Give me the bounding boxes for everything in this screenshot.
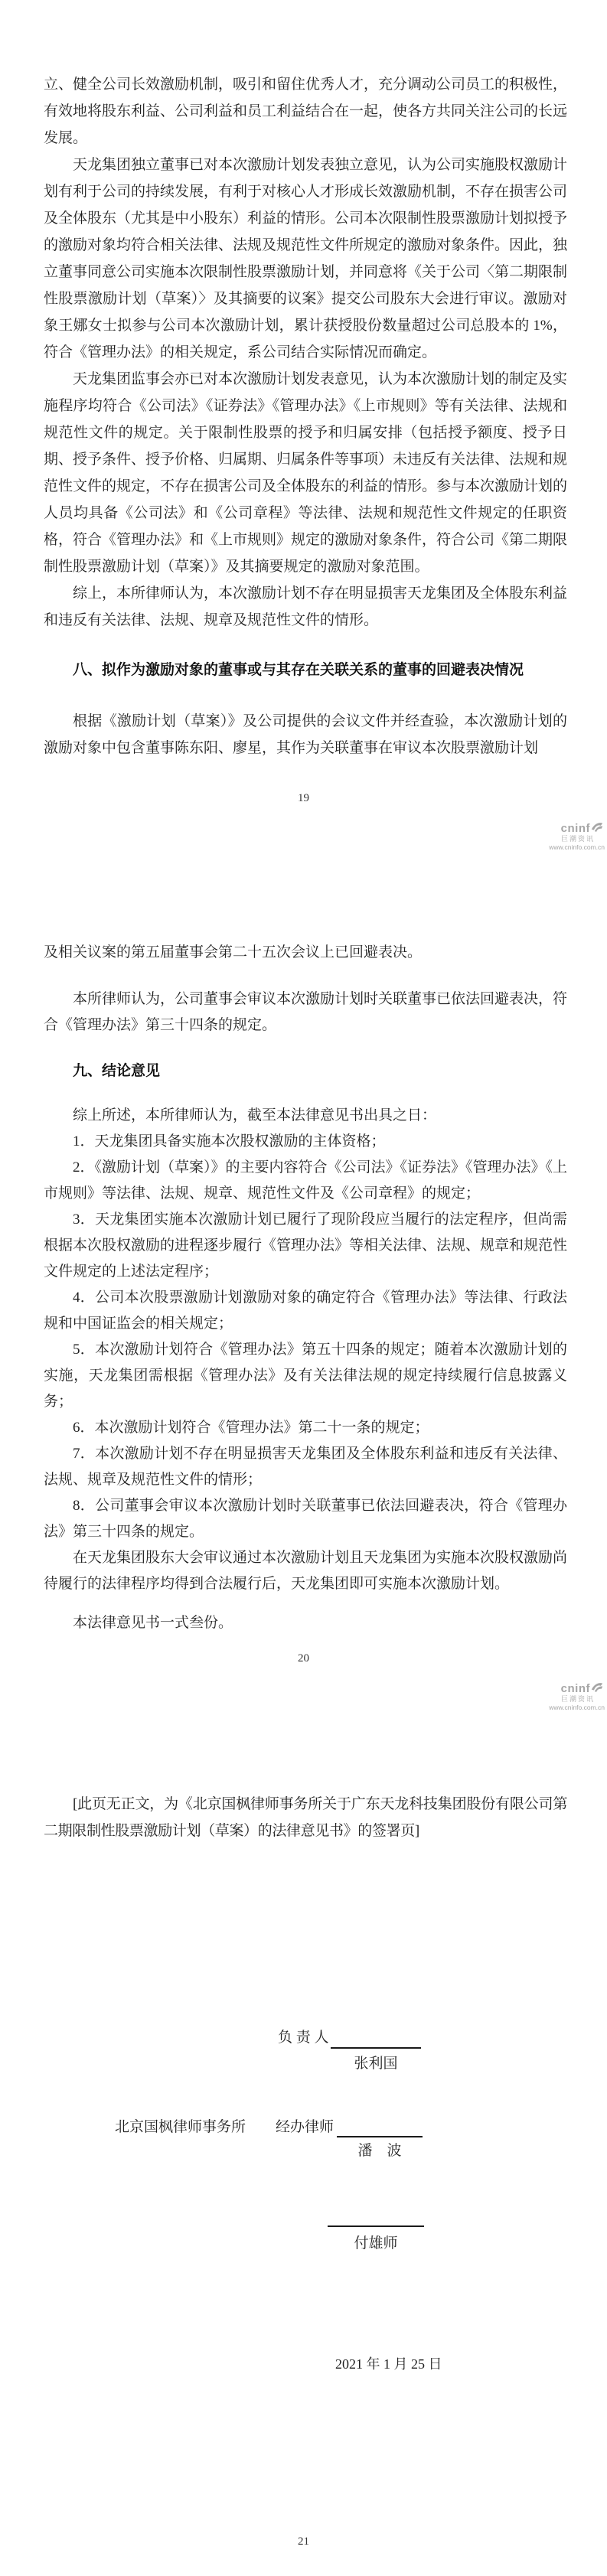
conclusion-item-4: 4．公司本次股票激励计划激励对象的确定符合《管理办法》等法律、行政法规和中国证监会的相关规定； (44, 1290, 567, 1332)
conclusion-item-7: 7．本次激励计划不存在明显损害天龙集团及全体股东利益和违反有关法律、法规、规章及规范性文件的情形； (44, 1446, 567, 1488)
paragraph-signature-page-note: [此页无正文，为《北京国枫律师事务所关于广东天龙科技集团股份有限公司第二期限制性股票激励计划（草案）的法律意见书》的签署页] (44, 1796, 567, 1839)
person-in-charge-name: 张利国 (354, 2056, 398, 2072)
cninfo-chinese-name: 巨潮资讯 (560, 835, 595, 843)
paragraph-lawyer-summary: 综上，本所律师认为，本次激励计划不存在明显损害天龙集团及全体股东利益和违反有关法律、法规、规章及规范性文件的情形。 (44, 585, 568, 628)
page-number-20: 20 (298, 1652, 309, 1665)
paragraph-recusal-lawyer-opinion: 本所律师认为，公司董事会审议本次激励计划时关联董事已依法回避表决，符合《管理办法》第三十四条的规定。 (44, 991, 568, 1033)
paragraph-conclusion-intro: 综上所述，本所律师认为，截至本法律意见书出具之日： (73, 1107, 437, 1123)
lawyer-name-fu-xiongshi: 付雄师 (354, 2235, 398, 2252)
paragraph-independent-directors-opinion: 天龙集团独立董事已对本次激励计划发表独立意见，认为公司实施股权激励计划有利于公司的持续发展，有利于对核心人才形成长效激励机制，不存在损害公司及全体股东（尤其是中小股东）利益的情形。公司本次限制性股票激励计划拟授予的激励对象均符合相关法律、法规及规范性文件所规定的激励对象条件。因此，独立董事同意公司实施本次限制性股票激励计划，并同意将《关于公司〈第二期限制性股票激励计划（草案）〉及其摘要的议案》提交公司股东大会进行审议。激励对象王娜女士拟参与公司本次激励计划，累计获授股份数量超过公司总股本的 1%，符合《管理办法》的相关规定，系公司结合实际情况而确定。 (44, 157, 568, 360)
paragraph-supervisory-board-opinion: 天龙集团监事会亦已对本次激励计划发表意见，认为本次激励计划的制定及实施程序均符合《公司法》《证券法》《管理办法》《上市规则》等有关法律、法规和规范性文件的规定。关于限制性股票的授予和归属安排（包括授予额度、授予日期、授予条件、授予价格、归属期、归属条件等事项）未违反有关法律、法规和规范性文件的规定，不存在损害公司及全体股东的利益的情形。参与本次激励计划的人员均具备《公司法》和《公司章程》等法律、法规和规范性文件规定的任职资格，符合《管理办法》和《上市规则》规定的激励对象条件，符合公司《第二期限制性股票激励计划（草案）》及其摘要规定的激励对象范围。 (44, 371, 568, 575)
signature-line-lawyer-pan (337, 2136, 423, 2137)
cninfo-brand-row (542, 822, 605, 835)
signature-line-person-in-charge (331, 2047, 421, 2049)
cninfo-brand-text: cninf (560, 821, 590, 835)
handling-lawyer-label: 经办律师 (276, 2119, 335, 2135)
cninfo-watermark-1 (542, 822, 605, 852)
law-firm-name: 北京国枫律师事务所 (115, 2119, 246, 2135)
cninfo-swoosh-icon (591, 1682, 603, 1695)
conclusion-item-2: 2．《激励计划（草案）》的主要内容符合《公司法》《证券法》《管理办法》《上市规则》等法律、法规、规章、规范性文件及《公司章程》的规定； (44, 1159, 568, 1202)
conclusion-item-5: 5．本次激励计划符合《管理办法》第五十四条的规定；随着本次激励计划的实施，天龙集团需根据《管理办法》及有关法律法规的规定持续履行信息披露义务； (44, 1342, 567, 1410)
paragraph-section8-intro: 根据《激励计划（草案）》及公司提供的会议文件并经查验，本次激励计划的激励对象中包含董事陈东阳、廖星，其作为关联董事在审议本次股票激励计划 (44, 713, 567, 756)
cninfo-site-url: www.cninfo.com.cn (549, 843, 605, 851)
page-number-19: 19 (298, 792, 309, 804)
signature-line-lawyer-fu (328, 2225, 424, 2227)
signing-date: 2021 年 1 月 25 日 (335, 2356, 442, 2372)
cninfo-site-url: www.cninfo.com.cn (549, 1704, 605, 1711)
paragraph-implementation-condition: 在天龙集团股东大会审议通过本次激励计划且天龙集团为实施本次股权激励尚待履行的法律程序均得到合法履行后，天龙集团即可实施本次激励计划。 (44, 1550, 568, 1592)
cninfo-brand-row (542, 1682, 605, 1695)
section-9-heading: 九、结论意见 (73, 1063, 161, 1079)
paragraph-recusal-tail: 及相关议案的第五届董事会第二十五次会议上已回避表决。 (44, 944, 423, 960)
conclusion-item-3: 3．天龙集团实施本次激励计划已履行了现阶段应当履行的法定程序，但尚需根据本次股权激励的进程逐步履行《管理办法》等相关法律、法规、规章和规范性文件规定的上述法定程序； (44, 1211, 568, 1280)
person-in-charge-label: 负 责 人 (278, 2030, 329, 2046)
paragraph-copies: 本法律意见书一式叁份。 (73, 1615, 233, 1631)
conclusion-item-1: 1．天龙集团具备实施本次股权激励的主体资格； (73, 1133, 386, 1149)
section-8-heading: 八、拟作为激励对象的董事或与其存在关联关系的董事的回避表决情况 (73, 662, 524, 678)
cninfo-watermark-2 (542, 1682, 605, 1712)
paragraph-long-term-mechanism-tail: 立、健全公司长效激励机制，吸引和留住优秀人才，充分调动公司员工的积极性，有效地将股东利益、公司利益和员工利益结合在一起，使各方共同关注公司的长远发展。 (44, 77, 568, 146)
page-number-21: 21 (298, 2535, 309, 2548)
cninfo-swoosh-icon (591, 822, 603, 835)
cninfo-chinese-name: 巨潮资讯 (560, 1695, 595, 1703)
cninfo-brand-text: cninf (560, 1681, 590, 1695)
lawyer-name-pan-bo: 潘 波 (357, 2143, 402, 2159)
conclusion-item-8: 8．公司董事会审议本次激励计划时关联董事已依法回避表决，符合《管理办法》第三十四条的规定。 (44, 1498, 567, 1540)
conclusion-item-6: 6．本次激励计划符合《管理办法》第二十一条的规定； (73, 1420, 429, 1436)
